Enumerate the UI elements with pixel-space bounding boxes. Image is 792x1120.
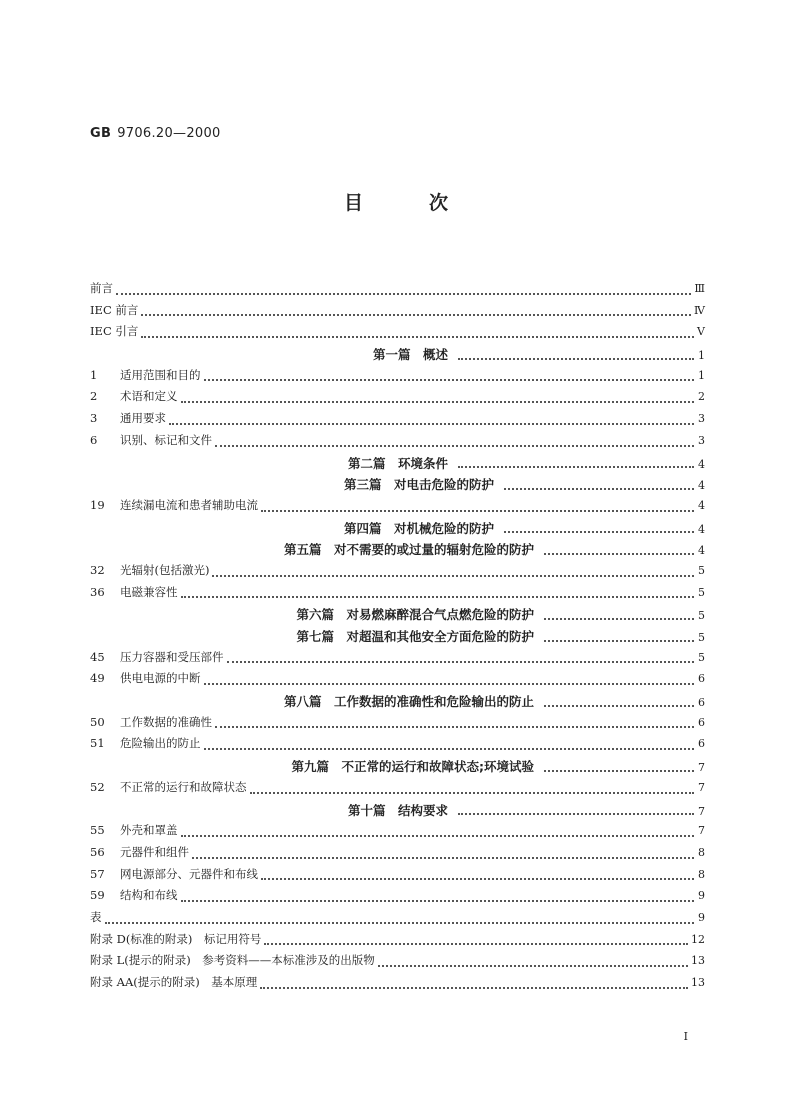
toc-part-heading[interactable] <box>90 454 705 476</box>
dot-leader <box>204 379 695 381</box>
toc-entry-number: 2 <box>90 389 98 404</box>
toc-entry-page: 1 <box>698 349 705 363</box>
toc-entry-page: 6 <box>698 696 705 710</box>
title-left: 目 <box>343 192 363 214</box>
dot-leader <box>227 661 695 663</box>
toc-entry-number: 19 <box>90 497 105 512</box>
toc-entry-number: 59 <box>90 888 105 903</box>
toc-entry-title: 外壳和罩盖 <box>120 823 178 838</box>
toc-entry-title: 不正常的运行和故障状态 <box>120 779 247 794</box>
dot-leader <box>458 358 694 360</box>
toc-entry[interactable] <box>90 952 705 974</box>
toc-entry[interactable] <box>90 649 705 671</box>
toc-entry-page: 6 <box>698 737 705 751</box>
toc-entry-page: 4 <box>698 498 705 512</box>
dot-leader <box>544 770 694 772</box>
toc-entry[interactable] <box>90 562 705 584</box>
dot-leader <box>458 466 694 468</box>
toc-entry-title: 第四篇 对机械危险的防护 <box>343 520 494 536</box>
toc-entry-number: 50 <box>90 714 105 729</box>
toc-entry-title: 电磁兼容性 <box>120 584 178 599</box>
toc-entry[interactable] <box>90 714 705 736</box>
toc-entry-title: 附录 D(标准的附录) 标记用符号 <box>90 931 262 946</box>
toc-entry-title: 附录 L(提示的附录) 参考资料——本标准涉及的出版物 <box>90 953 375 968</box>
toc-entry-title: 工作数据的准确性 <box>120 714 212 729</box>
toc-entry-page: 7 <box>698 780 705 794</box>
toc-part-heading[interactable] <box>90 605 705 627</box>
toc-entry-page: 5 <box>698 650 705 664</box>
toc-entry-page: 6 <box>698 672 705 686</box>
toc-entry-title: 元器件和组件 <box>120 844 189 859</box>
dot-leader <box>181 596 695 598</box>
toc-entry-number: 49 <box>90 671 105 686</box>
toc-entry-title: 网电源部分、元器件和布线 <box>120 866 258 881</box>
toc-entry-page: 4 <box>698 544 705 558</box>
toc-entry-page: 7 <box>698 804 705 818</box>
standard-code: 9706.20—2000 <box>117 126 221 141</box>
page-title <box>0 188 792 215</box>
toc-entry-page: 5 <box>698 563 705 577</box>
toc-entry-title: 前言 <box>90 281 113 295</box>
dot-leader <box>264 943 688 945</box>
toc-entry-title: 表 <box>90 909 102 924</box>
dot-leader <box>141 336 694 338</box>
title-right: 次 <box>429 192 449 214</box>
dot-leader <box>215 726 694 728</box>
standard-prefix: GB <box>90 126 112 141</box>
toc-entry-number: 57 <box>90 866 105 881</box>
toc-entry[interactable] <box>90 302 705 324</box>
toc-entry[interactable] <box>90 280 705 302</box>
toc-part-heading[interactable] <box>90 540 705 562</box>
toc-entry[interactable] <box>90 410 705 432</box>
toc-entry-title: 危险输出的防止 <box>120 736 201 751</box>
toc-entry-page: 7 <box>698 824 705 838</box>
toc-entry[interactable] <box>90 497 705 519</box>
toc-entry-page: 5 <box>698 585 705 599</box>
toc-entry-page: 3 <box>698 412 705 426</box>
toc-entry-title: 识别、标记和文件 <box>120 432 212 447</box>
toc-part-heading[interactable] <box>90 801 705 823</box>
toc-entry-page: 5 <box>698 631 705 644</box>
toc-entry-page: Ⅳ <box>694 303 705 317</box>
dot-leader <box>504 531 694 533</box>
table-of-contents <box>90 280 705 996</box>
toc-entry-page: 4 <box>698 457 705 471</box>
toc-entry-number: 32 <box>90 562 105 577</box>
toc-entry-page: 9 <box>698 889 705 903</box>
toc-entry-title: IEC 引言 <box>90 324 139 339</box>
toc-entry-page: Ⅴ <box>697 325 705 339</box>
toc-entry-title: 通用要求 <box>120 411 166 426</box>
toc-entry-page: 13 <box>691 976 705 989</box>
toc-entry[interactable] <box>90 735 705 757</box>
toc-entry-title: 第八篇 工作数据的准确性和危险输出的防止 <box>283 694 534 710</box>
toc-entry-number: 52 <box>90 779 105 794</box>
dot-leader <box>544 640 694 642</box>
toc-entry-title: 第三篇 对电击危险的防护 <box>343 477 494 493</box>
toc-entry-page: 1 <box>698 368 705 382</box>
toc-entry[interactable] <box>90 866 705 888</box>
toc-part-heading[interactable] <box>90 519 705 541</box>
toc-entry-number: 55 <box>90 823 105 838</box>
toc-entry[interactable] <box>90 779 705 801</box>
toc-entry[interactable] <box>90 909 705 931</box>
toc-entry-page: 4 <box>698 522 705 536</box>
toc-entry-title: 第九篇 不正常的运行和故障状态;环境试验 <box>291 759 534 775</box>
dot-leader <box>544 618 694 620</box>
toc-entry[interactable] <box>90 432 705 454</box>
dot-leader <box>192 857 694 859</box>
toc-entry-title: 压力容器和受压部件 <box>120 649 224 664</box>
toc-entry-title: 光辐射(包括激光) <box>120 562 210 577</box>
dot-leader <box>169 423 694 425</box>
toc-entry-page: 7 <box>698 761 705 775</box>
toc-entry-number: 3 <box>90 411 98 426</box>
toc-entry-title: 附录 AA(提示的附录) 基本原理 <box>90 975 258 989</box>
toc-entry-number: 51 <box>90 736 105 751</box>
dot-leader <box>378 965 688 967</box>
toc-entry-page: 8 <box>698 867 705 881</box>
toc-entry[interactable] <box>90 974 705 996</box>
dot-leader <box>544 705 694 707</box>
toc-part-heading[interactable] <box>90 627 705 649</box>
toc-entry-page: 6 <box>698 715 705 729</box>
toc-part-heading[interactable] <box>90 475 705 497</box>
toc-entry[interactable] <box>90 844 705 866</box>
dot-leader <box>105 922 695 924</box>
toc-entry[interactable] <box>90 367 705 389</box>
dot-leader <box>261 510 694 512</box>
toc-entry-page: 13 <box>691 954 705 968</box>
dot-leader <box>458 813 694 815</box>
dot-leader <box>181 835 695 837</box>
toc-entry-title: 第七篇 对超温和其他安全方面危险的防护 <box>296 629 534 644</box>
toc-entry-page: 5 <box>698 609 705 623</box>
standard-number <box>90 126 221 141</box>
toc-entry-page: 3 <box>698 433 705 447</box>
toc-entry-page: 4 <box>698 479 705 493</box>
toc-entry-number: 45 <box>90 649 105 664</box>
toc-entry-number: 56 <box>90 844 105 859</box>
toc-entry-title: 第二篇 环境条件 <box>347 455 448 471</box>
dot-leader <box>116 293 691 295</box>
dot-leader <box>544 553 694 555</box>
dot-leader <box>250 792 695 794</box>
dot-leader <box>181 900 695 902</box>
toc-entry-title: IEC 前言 <box>90 302 139 317</box>
toc-entry-title: 第十篇 结构要求 <box>347 802 448 818</box>
toc-entry-number: 36 <box>90 584 105 599</box>
dot-leader <box>204 748 695 750</box>
toc-entry-number: 1 <box>90 367 98 382</box>
toc-entry-title: 连续漏电流和患者辅助电流 <box>120 497 258 512</box>
toc-entry-title: 适用范围和目的 <box>120 367 201 382</box>
toc-part-heading[interactable] <box>90 692 705 714</box>
toc-entry[interactable] <box>90 931 705 953</box>
toc-part-heading[interactable] <box>90 757 705 779</box>
toc-entry[interactable] <box>90 670 705 692</box>
toc-entry-page: 2 <box>698 390 705 404</box>
toc-entry[interactable] <box>90 388 705 410</box>
toc-entry[interactable] <box>90 822 705 844</box>
toc-entry[interactable] <box>90 584 705 606</box>
dot-leader <box>212 575 694 577</box>
toc-entry-number: 6 <box>90 432 98 447</box>
toc-entry-page: 8 <box>698 845 705 859</box>
dot-leader <box>260 987 688 989</box>
toc-entry[interactable] <box>90 323 705 345</box>
dot-leader <box>204 683 695 685</box>
toc-entry-title: 结构和布线 <box>120 888 178 903</box>
dot-leader <box>141 314 691 316</box>
dot-leader <box>181 401 695 403</box>
toc-entry-title: 供电电源的中断 <box>120 671 201 686</box>
toc-part-heading[interactable] <box>90 345 705 367</box>
dot-leader <box>261 878 694 880</box>
page-number: I <box>683 1030 688 1043</box>
toc-entry-title: 第五篇 对不需要的或过量的辐射危险的防护 <box>283 542 534 558</box>
toc-entry-title: 第六篇 对易燃麻醉混合气点燃危险的防护 <box>296 607 534 623</box>
dot-leader <box>215 445 694 447</box>
toc-entry-page: Ⅲ <box>694 282 705 295</box>
toc-entry-title: 术语和定义 <box>120 389 178 404</box>
toc-entry-page: 9 <box>698 910 705 924</box>
toc-entry-page: 12 <box>691 932 705 946</box>
dot-leader <box>504 488 694 490</box>
toc-entry-title: 第一篇 概述 <box>372 347 448 363</box>
toc-entry[interactable] <box>90 887 705 909</box>
